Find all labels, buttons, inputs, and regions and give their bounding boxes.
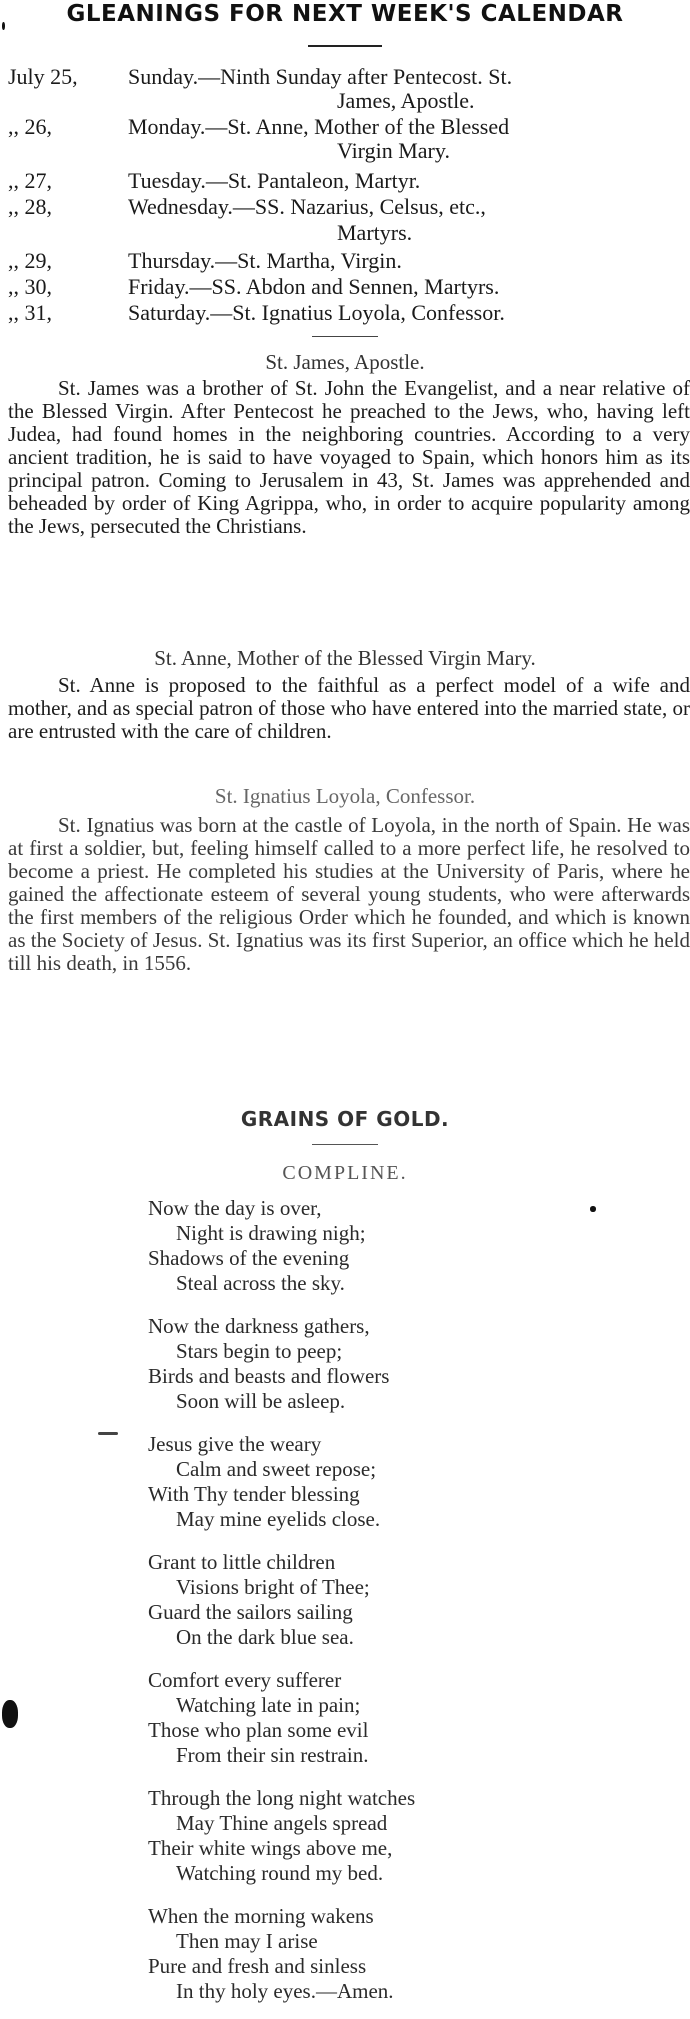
- poem-line: Guard the sailors sailing: [148, 1600, 353, 1624]
- poem-line: May Thine angels spread: [176, 1811, 388, 1835]
- poem-line: Now the darkness gathers,: [148, 1314, 370, 1338]
- poem-line: Watching late in pain;: [176, 1693, 361, 1717]
- poem-line: Grant to little children: [148, 1550, 336, 1574]
- poem-line: Calm and sweet repose;: [176, 1457, 377, 1481]
- ink-mark: [98, 1432, 118, 1435]
- ink-speck: [590, 1206, 596, 1212]
- calendar-text: James, Apostle.: [337, 88, 475, 113]
- calendar-text: Saturday.—St. Ignatius Loyola, Confessor.: [128, 300, 505, 325]
- section-heading: St. James, Apostle.: [265, 350, 425, 374]
- poem-line: From their sin restrain.: [176, 1743, 369, 1767]
- heading-rule: [308, 45, 382, 47]
- calendar-text: Virgin Mary.: [337, 138, 450, 163]
- poem-line: Stars begin to peep;: [176, 1339, 343, 1363]
- section-heading: St. Ignatius Loyola, Confessor.: [214, 784, 476, 808]
- poem-line: Then may I arise: [176, 1929, 318, 1953]
- poem-line: When the morning wakens: [148, 1904, 374, 1928]
- calendar-date: ,, 31,: [8, 300, 52, 325]
- poem-line: Those who plan some evil: [148, 1718, 369, 1742]
- calendar-date: ,, 29,: [8, 248, 52, 273]
- calendar-heading: GLEANINGS FOR NEXT WEEK'S CALENDAR: [66, 1, 624, 27]
- poem-line: Shadows of the evening: [148, 1246, 350, 1270]
- calendar-date: ,, 28,: [8, 194, 52, 219]
- ink-speck: [2, 22, 5, 30]
- poem-stanza: [148, 1550, 628, 1650]
- poem-line: Watching round my bed.: [176, 1861, 384, 1885]
- calendar-date: ,, 26,: [8, 114, 52, 139]
- poem-line: May mine eyelids close.: [176, 1507, 381, 1531]
- poem-line: Jesus give the weary: [148, 1432, 322, 1456]
- poem-line: On the dark blue sea.: [176, 1625, 354, 1649]
- poem-line: With Thy tender blessing: [148, 1482, 360, 1506]
- calendar-text: Sunday.—Ninth Sunday after Pentecost. St.: [128, 64, 513, 89]
- poem-line: Pure and fresh and sinless: [148, 1954, 367, 1978]
- poem-stanza: [148, 1432, 628, 1532]
- poem-line: Their white wings above me,: [148, 1836, 393, 1860]
- poem-line: Visions bright of Thee;: [176, 1575, 370, 1599]
- poem-line: Through the long night watches: [148, 1786, 416, 1810]
- poem-stanza: [148, 1314, 628, 1414]
- poem-stanza: [148, 1786, 628, 1886]
- poem-stanza: [148, 1668, 628, 1768]
- section-divider: [312, 336, 378, 337]
- poem-line: Night is drawing nigh;: [176, 1221, 366, 1245]
- grains-heading: GRAINS OF GOLD.: [240, 1107, 450, 1131]
- calendar-date: ,, 27,: [8, 168, 52, 193]
- calendar-text: Martyrs.: [337, 220, 413, 245]
- calendar-text: Thursday.—St. Martha, Virgin.: [128, 248, 402, 273]
- calendar-text: Friday.—SS. Abdon and Sennen, Martyrs.: [128, 274, 500, 299]
- poem-line: Comfort every sufferer: [148, 1668, 342, 1692]
- calendar-date: ,, 30,: [8, 274, 52, 299]
- poem-line: Soon will be asleep.: [176, 1389, 346, 1413]
- section-body: St. James was a brother of St. John the Evangelist, and a near relative of the Blessed Virgin. After Pentecost he preached to the Jews, who, having left Judea, had found homes in the neighboring countries. According to a very ancient tradition, he is said to have voyaged to Spain, which honors him as its principal patron. Coming to Jerusalem in 43, St. James was apprehended and beheaded by order of King Agrippa, who, in order to acquire popularity among the Jews, persecuted the Christians.: [8, 376, 690, 538]
- calendar-date: July 25,: [8, 64, 78, 89]
- section-body: St. Anne is proposed to the faithful as a perfect model of a wife and mother, and as special patron of those who have entered into the married state, or are entrusted with the care of children.: [8, 673, 690, 743]
- calendar-text: Monday.—St. Anne, Mother of the Blessed: [128, 114, 510, 139]
- poem-line: Now the day is over,: [148, 1196, 322, 1220]
- heading-rule: [312, 1144, 378, 1145]
- poem-title: COMPLINE.: [282, 1162, 408, 1184]
- calendar-text: Wednesday.—SS. Nazarius, Celsus, etc.,: [128, 194, 486, 219]
- section-body: St. Ignatius was born at the castle of Loyola, in the north of Spain. He was at first a soldier, but, feeling himself called to a more perfect life, he resolved to become a priest. He completed his studies at the University of Paris, where he gained the affectionate esteem of several young students, who were afterwards the first members of the religious Order which he founded, and which is known as the Society of Jesus. St. Ignatius was its first Superior, an office which he held till his death, in 1556.: [8, 813, 690, 975]
- section-heading: St. Anne, Mother of the Blessed Virgin Mary.: [154, 646, 536, 670]
- poem-line: Birds and beasts and flowers: [148, 1364, 390, 1388]
- calendar-text: Tuesday.—St. Pantaleon, Martyr.: [128, 168, 421, 193]
- poem-stanza: [148, 1904, 628, 2004]
- poem-line: Steal across the sky.: [176, 1271, 345, 1295]
- ink-blot: [2, 1700, 18, 1728]
- poem-line: In thy holy eyes.—Amen.: [176, 1979, 394, 2003]
- poem-stanza: [148, 1196, 628, 1296]
